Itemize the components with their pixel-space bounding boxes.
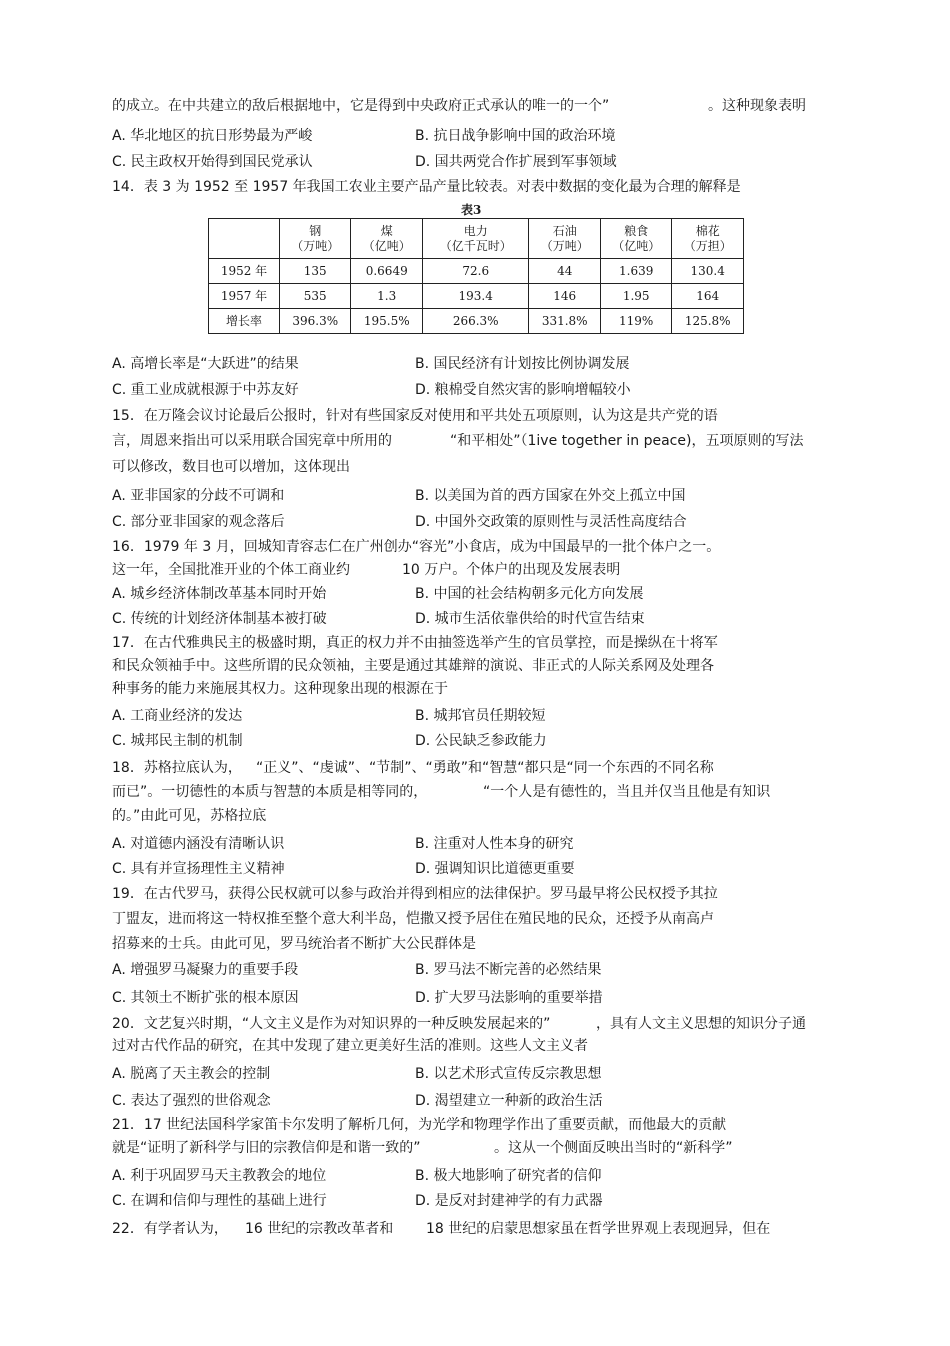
table-row-label: 增长率 <box>209 309 280 334</box>
q19-option-a: A. 增强罗马凝聚力的重要手段 <box>112 962 299 978</box>
q16-line-2b: 10 万户。个体户的出现及发展表明 <box>402 562 621 578</box>
q17-line-3: 种事务的能力来施展其权力。这种现象出现的根源在于 <box>112 681 448 697</box>
q16-option-a: A. 城乡经济体制改革基本同时开始 <box>112 586 327 602</box>
q16-option-d: D. 城市生活依靠供给的时代宣告结束 <box>415 611 645 627</box>
q17-option-b: B. 城邦官员任期较短 <box>415 708 546 724</box>
table-cell: 72.6 <box>422 259 529 284</box>
q21-option-c: C. 在调和信仰与理性的基础上进行 <box>112 1193 327 1209</box>
q14-option-b: B. 国民经济有计划按比例协调发展 <box>415 356 630 372</box>
table-cell: 1.95 <box>600 284 671 309</box>
q19-option-b: B. 罗马法不断完善的必然结果 <box>415 962 602 978</box>
q17-option-a: A. 工商业经济的发达 <box>112 708 243 724</box>
q15-line-2b: “和平相处”（1ive together in peace)，五项原则的写法 <box>450 433 804 449</box>
production-table <box>208 218 744 334</box>
table-cell: 135 <box>280 259 351 284</box>
q18-line-2b: “一个人是有德性的，当且并仅当且他是有知识 <box>483 784 771 800</box>
q22-line-1b: 16 世纪的宗教改革者和 <box>245 1221 394 1237</box>
q17-line-2: 和民众领袖手中。这些所谓的民众领袖，主要是通过其雄辩的演说、非正式的人际关系网及处理各 <box>112 658 714 674</box>
q19-line-2: 丁盟友，进而将这一特权推至整个意大利半岛，恺撒又授予居住在殖民地的民众，还授予从南高卢 <box>112 911 714 927</box>
table-row-label: 1952 年 <box>209 259 280 284</box>
table-header-cell: 粮食 （亿吨） <box>600 219 671 259</box>
q21-option-b: B. 极大地影响了研究者的信仰 <box>415 1168 602 1184</box>
q18-line-3: 的。”由此可见，苏格拉底 <box>112 808 267 824</box>
q20-line-2: 过对古代作品的研究，在其中发现了建立更美好生活的准则。这些人文主义者 <box>112 1038 588 1054</box>
table-cell: 125.8% <box>672 309 744 334</box>
table-row-label: 1957 年 <box>209 284 280 309</box>
table-row <box>209 284 744 309</box>
table-caption: 表3 <box>461 203 482 217</box>
table-cell: 193.4 <box>422 284 529 309</box>
q18-line-1b: “正义”、“虔诚”、“节制”、“勇敢”和“智慧“都只是“同一个东西的不同名称 <box>256 760 714 776</box>
q21-option-d: D. 是反对封建神学的有力武器 <box>415 1193 603 1209</box>
q13-option-c: C. 民主政权开始得到国民党承认 <box>112 154 313 170</box>
q13-option-a: A. 华北地区的抗日形势最为严峻 <box>112 128 313 144</box>
q19-option-d: D. 扩大罗马法影响的重要举措 <box>415 990 603 1006</box>
q14-option-d: D. 粮棉受自然灾害的影响增幅较小 <box>415 382 631 398</box>
q18-option-d: D. 强调知识比道德更重要 <box>415 861 575 877</box>
q13-option-b: B. 抗日战争影响中国的政治环境 <box>415 128 616 144</box>
q16-line-2a: 这一年，全国批准开业的个体工商业约 <box>112 562 350 578</box>
q15-option-d: D. 中国外交政策的原则性与灵活性高度结合 <box>415 514 687 530</box>
table-header-cell: 棉花 （万担） <box>672 219 744 259</box>
q14-option-a: A. 高增长率是“大跃进”的结果 <box>112 356 299 372</box>
table-cell: 535 <box>280 284 351 309</box>
q18-option-a: A. 对道德内涵没有清晰认识 <box>112 836 285 852</box>
q15-line-3: 可以修改，数目也可以增加，这体现出 <box>112 459 350 475</box>
q16-line-1: 16．1979 年 3 月，回城知青容志仁在广州创办“容光”小食店，成为中国最早的一批个体户之一。 <box>112 539 721 555</box>
table-cell: 331.8% <box>529 309 600 334</box>
q14-option-c: C. 重工业成就根源于中苏友好 <box>112 382 299 398</box>
table-header-cell: 煤 （亿吨） <box>351 219 422 259</box>
q16-option-b: B. 中国的社会结构朝多元化方向发展 <box>415 586 644 602</box>
table-cell: 146 <box>529 284 600 309</box>
q20-option-a: A. 脱离了天主教会的控制 <box>112 1066 271 1082</box>
q18-option-b: B. 注重对人性本身的研究 <box>415 836 574 852</box>
q21-line-2b: 。这从一个侧面反映出当时的“新科学” <box>494 1140 733 1156</box>
q15-option-b: B. 以美国为首的西方国家在外交上孤立中国 <box>415 488 686 504</box>
q13-option-d: D. 国共两党合作扩展到军事领域 <box>415 154 617 170</box>
q15-line-2a: 言，周恩来指出可以采用联合国宪章中所用的 <box>112 433 392 449</box>
q17-line-1: 17．在古代雅典民主的极盛时期，真正的权力并不由抽签选举产生的官员掌控，而是操纵在十将军 <box>112 635 718 651</box>
q15-line-1: 15．在万隆会议讨论最后公报时，针对有些国家反对使用和平共处五项原则，认为这是共产党的语 <box>112 408 718 424</box>
table-cell: 119% <box>600 309 671 334</box>
table-cell: 396.3% <box>280 309 351 334</box>
q19-line-1: 19．在古代罗马，获得公民权就可以参与政治并得到相应的法律保护。罗马最早将公民权授予其拉 <box>112 886 718 902</box>
q18-line-1a: 18．苏格拉底认为， <box>112 760 242 776</box>
table-header-cell: 石油 （万吨） <box>529 219 600 259</box>
q20-option-c: C. 表达了强烈的世俗观念 <box>112 1093 271 1109</box>
table-cell: 44 <box>529 259 600 284</box>
table-cell: 164 <box>672 284 744 309</box>
q16-option-c: C. 传统的计划经济体制基本被打破 <box>112 611 327 627</box>
table-cell: 266.3% <box>422 309 529 334</box>
q19-line-3: 招募来的士兵。由此可见，罗马统治者不断扩大公民群体是 <box>112 936 476 952</box>
table-cell: 195.5% <box>351 309 422 334</box>
table-row <box>209 309 744 334</box>
table-header-row <box>209 219 744 259</box>
q17-option-d: D. 公民缺乏参政能力 <box>415 733 547 749</box>
table-cell: 0.6649 <box>351 259 422 284</box>
table-corner-cell <box>209 219 280 259</box>
q13-stem-tail: 。这种现象表明 <box>708 98 806 114</box>
table-cell: 1.3 <box>351 284 422 309</box>
table-header-cell: 钢 （万吨） <box>280 219 351 259</box>
q20-line-1a: 20．文艺复兴时期，“人文主义是作为对知识界的一种反映发展起来的” <box>112 1016 551 1032</box>
q22-line-1a: 22．有学者认为， <box>112 1221 228 1237</box>
table-cell: 130.4 <box>672 259 744 284</box>
q15-option-c: C. 部分亚非国家的观念落后 <box>112 514 285 530</box>
q21-line-2a: 就是“证明了新科学与旧的宗教信仰是和谐一致的” <box>112 1140 421 1156</box>
table-row <box>209 259 744 284</box>
table-cell: 1.639 <box>600 259 671 284</box>
q15-option-a: A. 亚非国家的分歧不可调和 <box>112 488 285 504</box>
q18-line-2a: 而已”。一切德性的本质与智慧的本质是相等同的， <box>112 784 428 800</box>
q20-option-d: D. 渴望建立一种新的政治生活 <box>415 1093 603 1109</box>
q20-line-1b: ，具有人文主义思想的知识分子通 <box>596 1016 806 1032</box>
q20-option-b: B. 以艺术形式宣传反宗教思想 <box>415 1066 602 1082</box>
q17-option-c: C. 城邦民主制的机制 <box>112 733 243 749</box>
q19-option-c: C. 其领土不断扩张的根本原因 <box>112 990 299 1006</box>
q21-option-a: A. 利于巩固罗马天主教教会的地位 <box>112 1168 327 1184</box>
table-header-cell: 电力 （亿千瓦时） <box>422 219 529 259</box>
q21-line-1: 21．17 世纪法国科学家笛卡尔发明了解析几何，为光学和物理学作出了重要贡献，而他最大的贡献 <box>112 1117 727 1133</box>
q13-stem-line: 的成立。在中共建立的敌后根据地中，它是得到中央政府正式承认的唯一的一个” <box>112 98 610 114</box>
q22-line-1c: 18 世纪的启蒙思想家虽在哲学世界观上表现迥异，但在 <box>426 1221 771 1237</box>
q14-stem: 14．表 3 为 1952 至 1957 年我国工农业主要产品产量比较表。对表中数据的变化最为合理的解释是 <box>112 179 741 195</box>
q18-option-c: C. 具有并宣扬理性主义精神 <box>112 861 285 877</box>
